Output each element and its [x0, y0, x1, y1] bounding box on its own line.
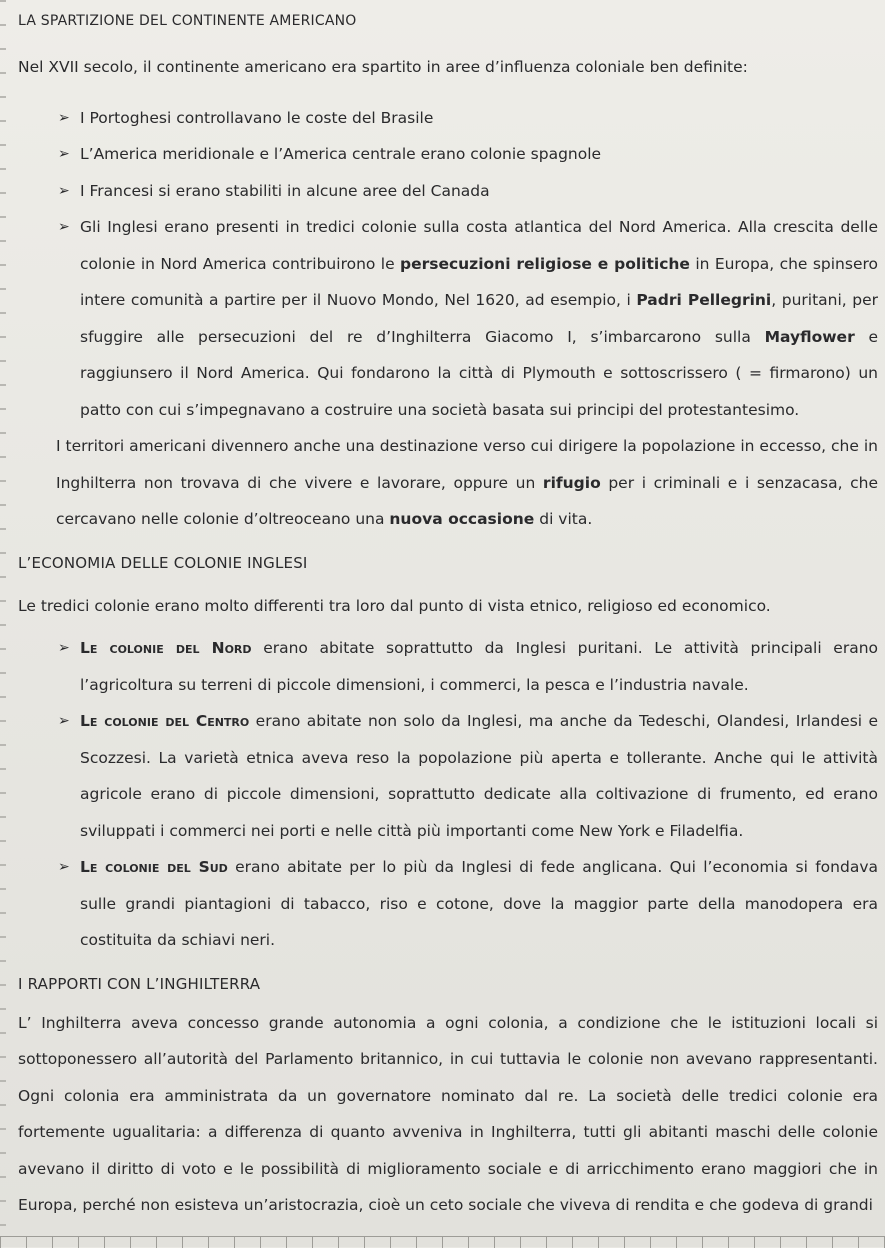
- list-item: ➢ Le colonie del Nord erano abitate soprattutto da Inglesi puritani. Le attività principali erano l’agricoltura su terreni di piccole dimensioni, i commerci, la pesca e l’industria navale.: [18, 630, 878, 703]
- migration-paragraph: I territori americani divennero anche una destinazione verso cui dirigere la popolazione in eccesso, che in Inghilterra non trovava di che vivere e lavorare, oppure un rifugio per i criminali e i senzacasa, che cercavano nelle colonie d’oltreoceano una nuova occasione di vita.: [56, 437, 879, 528]
- list-item: ➢ I Portoghesi controllavano le coste del Brasile: [18, 100, 878, 137]
- binding-edge: [0, 0, 6, 1247]
- list-item: ➢ Gli Inglesi erano presenti in tredici colonie sulla costa atlantica del Nord America. Alla crescita delle colonie in Nord America contribuirono le persecuzioni religiose e politiche in Europa, che spinsero intere comunità a partire per il Nuovo Mondo, Nel 1620, ad esempio, i Padri Pellegrini, puritani, per sfuggire alle persecuzioni del re d’Inghilterra Giacomo I, s’imbarcarono sulla Mayflower e raggiunsero il Nord America. Qui fondarono la città di Plymouth e sottoscrissero ( = firmarono) un patto con cui s’impegnavano a costruire una società basata sui principi del protestantesimo.: [18, 209, 878, 428]
- intro-paragraph: Nel XVII secolo, il continente americano era spartito in aree d’influenza coloniale ben definite:: [18, 58, 748, 76]
- page-bottom-ruler: [0, 1236, 885, 1248]
- bullet-arrow-icon: ➢: [58, 640, 70, 656]
- economy-intro: Le tredici colonie erano molto differenti tra loro dal punto di vista etnico, religioso ed economico.: [18, 596, 771, 615]
- document-content: [18, 8, 878, 1224]
- bullet-arrow-icon: ➢: [58, 109, 70, 126]
- bullet-arrow-icon: ➢: [58, 182, 70, 199]
- list-item: ➢ L’America meridionale e l’America centrale erano colonie spagnole: [18, 136, 878, 173]
- section-title-economy: L’ECONOMIA DELLE COLONIE INGLESI: [18, 553, 308, 572]
- section-title-relations: I RAPPORTI CON L’INGHILTERRA: [18, 974, 261, 993]
- bullet-arrow-icon: ➢: [58, 219, 70, 235]
- colonial-powers-list: [18, 100, 878, 429]
- bullet-arrow-icon: ➢: [58, 713, 70, 729]
- bullet-arrow-icon: ➢: [58, 859, 70, 875]
- list-item: ➢ I Francesi si erano stabiliti in alcune aree del Canada: [18, 173, 878, 210]
- list-item: ➢ Le colonie del Centro erano abitate non solo da Inglesi, ma anche da Tedeschi, Olandesi, Irlandesi e Scozzesi. La varietà etnica aveva reso la popolazione più aperta e tollerante. Anche qui le attività agricole erano di piccole dimensioni, soprattutto dedicate alla coltivazione di frumento, ed erano sviluppati i commerci nei porti e nelle città più importanti come New York e Filadelfia.: [18, 703, 878, 849]
- colonies-list: [18, 630, 878, 959]
- document-title: LA SPARTIZIONE DEL CONTINENTE AMERICANO: [18, 13, 357, 29]
- list-item: ➢ Le colonie del Sud erano abitate per lo più da Inglesi di fede anglicana. Qui l’economia si fondava sulle grandi piantagioni di tabacco, riso e cotone, dove la maggior parte della manodopera era costituita da schiavi neri.: [18, 849, 878, 959]
- bullet-arrow-icon: ➢: [58, 146, 70, 162]
- relations-paragraph: L’ Inghilterra aveva concesso grande autonomia a ogni colonia, a condizione che le istituzioni locali si sottoponessero all’autorità del Parlamento britannico, in cui tuttavia le colonie non avevano rappresentanti. Ogni colonia era amministrata da un governatore nominato dal re. La società delle tredici colonie era fortemente ugualitaria: a differenza di quanto avveniva in Inghilterra, tutti gli abitanti maschi delle colonie avevano il diritto di voto e le possibilità di miglioramento sociale e di arricchimento erano maggiori che in Europa, perché non esisteva un’aristocrazia, cioè un ceto sociale che viveva di rendita e che godeva di grandi: [18, 1013, 878, 1214]
